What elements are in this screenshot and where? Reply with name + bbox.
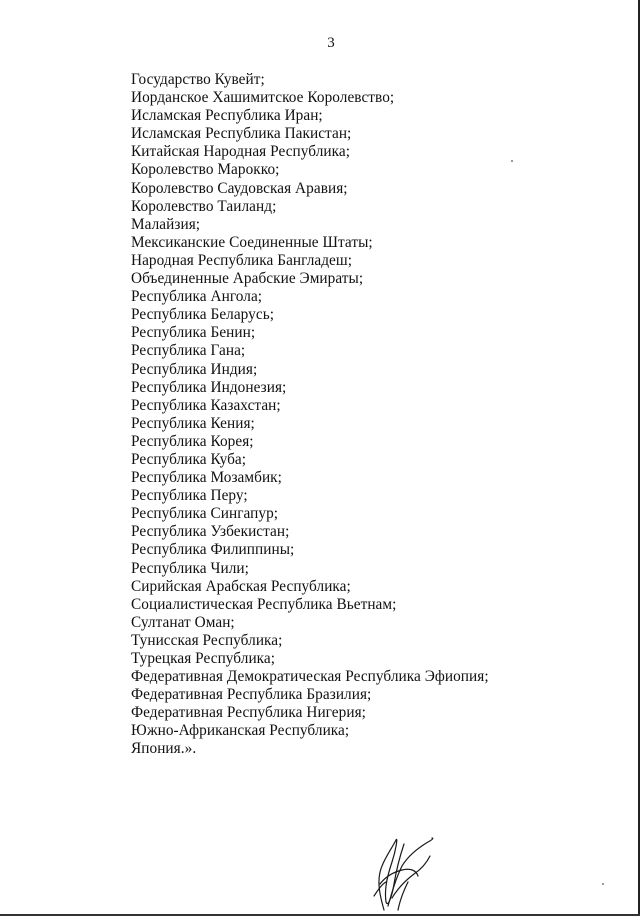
- list-item: Исламская Республика Пакистан;: [131, 125, 352, 143]
- handwritten-signature-icon: [362, 826, 442, 912]
- list-item: Малайзия;: [131, 215, 201, 233]
- list-item: Республика Сингапур;: [131, 505, 279, 523]
- list-item: Республика Куба;: [131, 450, 247, 468]
- list-item: Республика Мозамбик;: [131, 469, 282, 487]
- list-item: Республика Чили;: [131, 559, 249, 577]
- list-item: Республика Индия;: [131, 360, 258, 378]
- list-item: Сирийская Арабская Республика;: [131, 577, 351, 595]
- list-item: Королевство Таиланд;: [131, 197, 277, 215]
- list-item: Республика Кения;: [131, 414, 255, 432]
- list-item: Республика Узбекистан;: [131, 523, 290, 541]
- list-item: Королевство Саудовская Аравия;: [131, 179, 348, 197]
- list-item: Мексиканские Соединенные Штаты;: [131, 233, 373, 251]
- list-item: Республика Перу;: [131, 487, 248, 505]
- list-item: Иорданское Хашимитское Королевство;: [131, 89, 395, 107]
- scan-speck: [511, 160, 513, 162]
- list-item: Республика Индонезия;: [131, 378, 287, 396]
- page-number: 3: [327, 35, 335, 51]
- list-item: Республика Филиппины;: [131, 541, 295, 559]
- list-item: Республика Казахстан;: [131, 396, 281, 414]
- list-item: Народная Республика Бангладеш;: [131, 251, 353, 269]
- list-item: Китайская Народная Республика;: [131, 143, 351, 161]
- list-item: Исламская Республика Иран;: [131, 107, 323, 125]
- scan-speck: [602, 883, 604, 885]
- list-item: Республика Беларусь;: [131, 306, 275, 324]
- list-item: Федеративная Демократическая Республика Эфиопия;: [131, 668, 489, 686]
- list-item: Тунисская Республика;: [131, 631, 283, 649]
- list-item: Федеративная Республика Нигерия;: [131, 704, 366, 722]
- list-item: Федеративная Республика Бразилия;: [131, 686, 372, 704]
- list-item: Султанат Оман;: [131, 613, 235, 631]
- list-item: Социалистическая Республика Вьетнам;: [131, 595, 397, 613]
- list-item: Республика Ангола;: [131, 288, 263, 306]
- list-item: Турецкая Республика;: [131, 650, 276, 667]
- country-list: [131, 71, 489, 759]
- list-item: Республика Гана;: [131, 342, 246, 360]
- list-item: Объединенные Арабские Эмираты;: [131, 270, 364, 288]
- list-item: Республика Корея;: [131, 432, 254, 450]
- list-item: Южно-Африканская Республика;: [131, 722, 350, 740]
- list-item: Государство Кувейт;: [131, 71, 265, 88]
- list-item: Япония.».: [131, 740, 197, 758]
- list-item: Королевство Марокко;: [131, 161, 280, 179]
- list-item: Республика Бенин;: [131, 324, 256, 342]
